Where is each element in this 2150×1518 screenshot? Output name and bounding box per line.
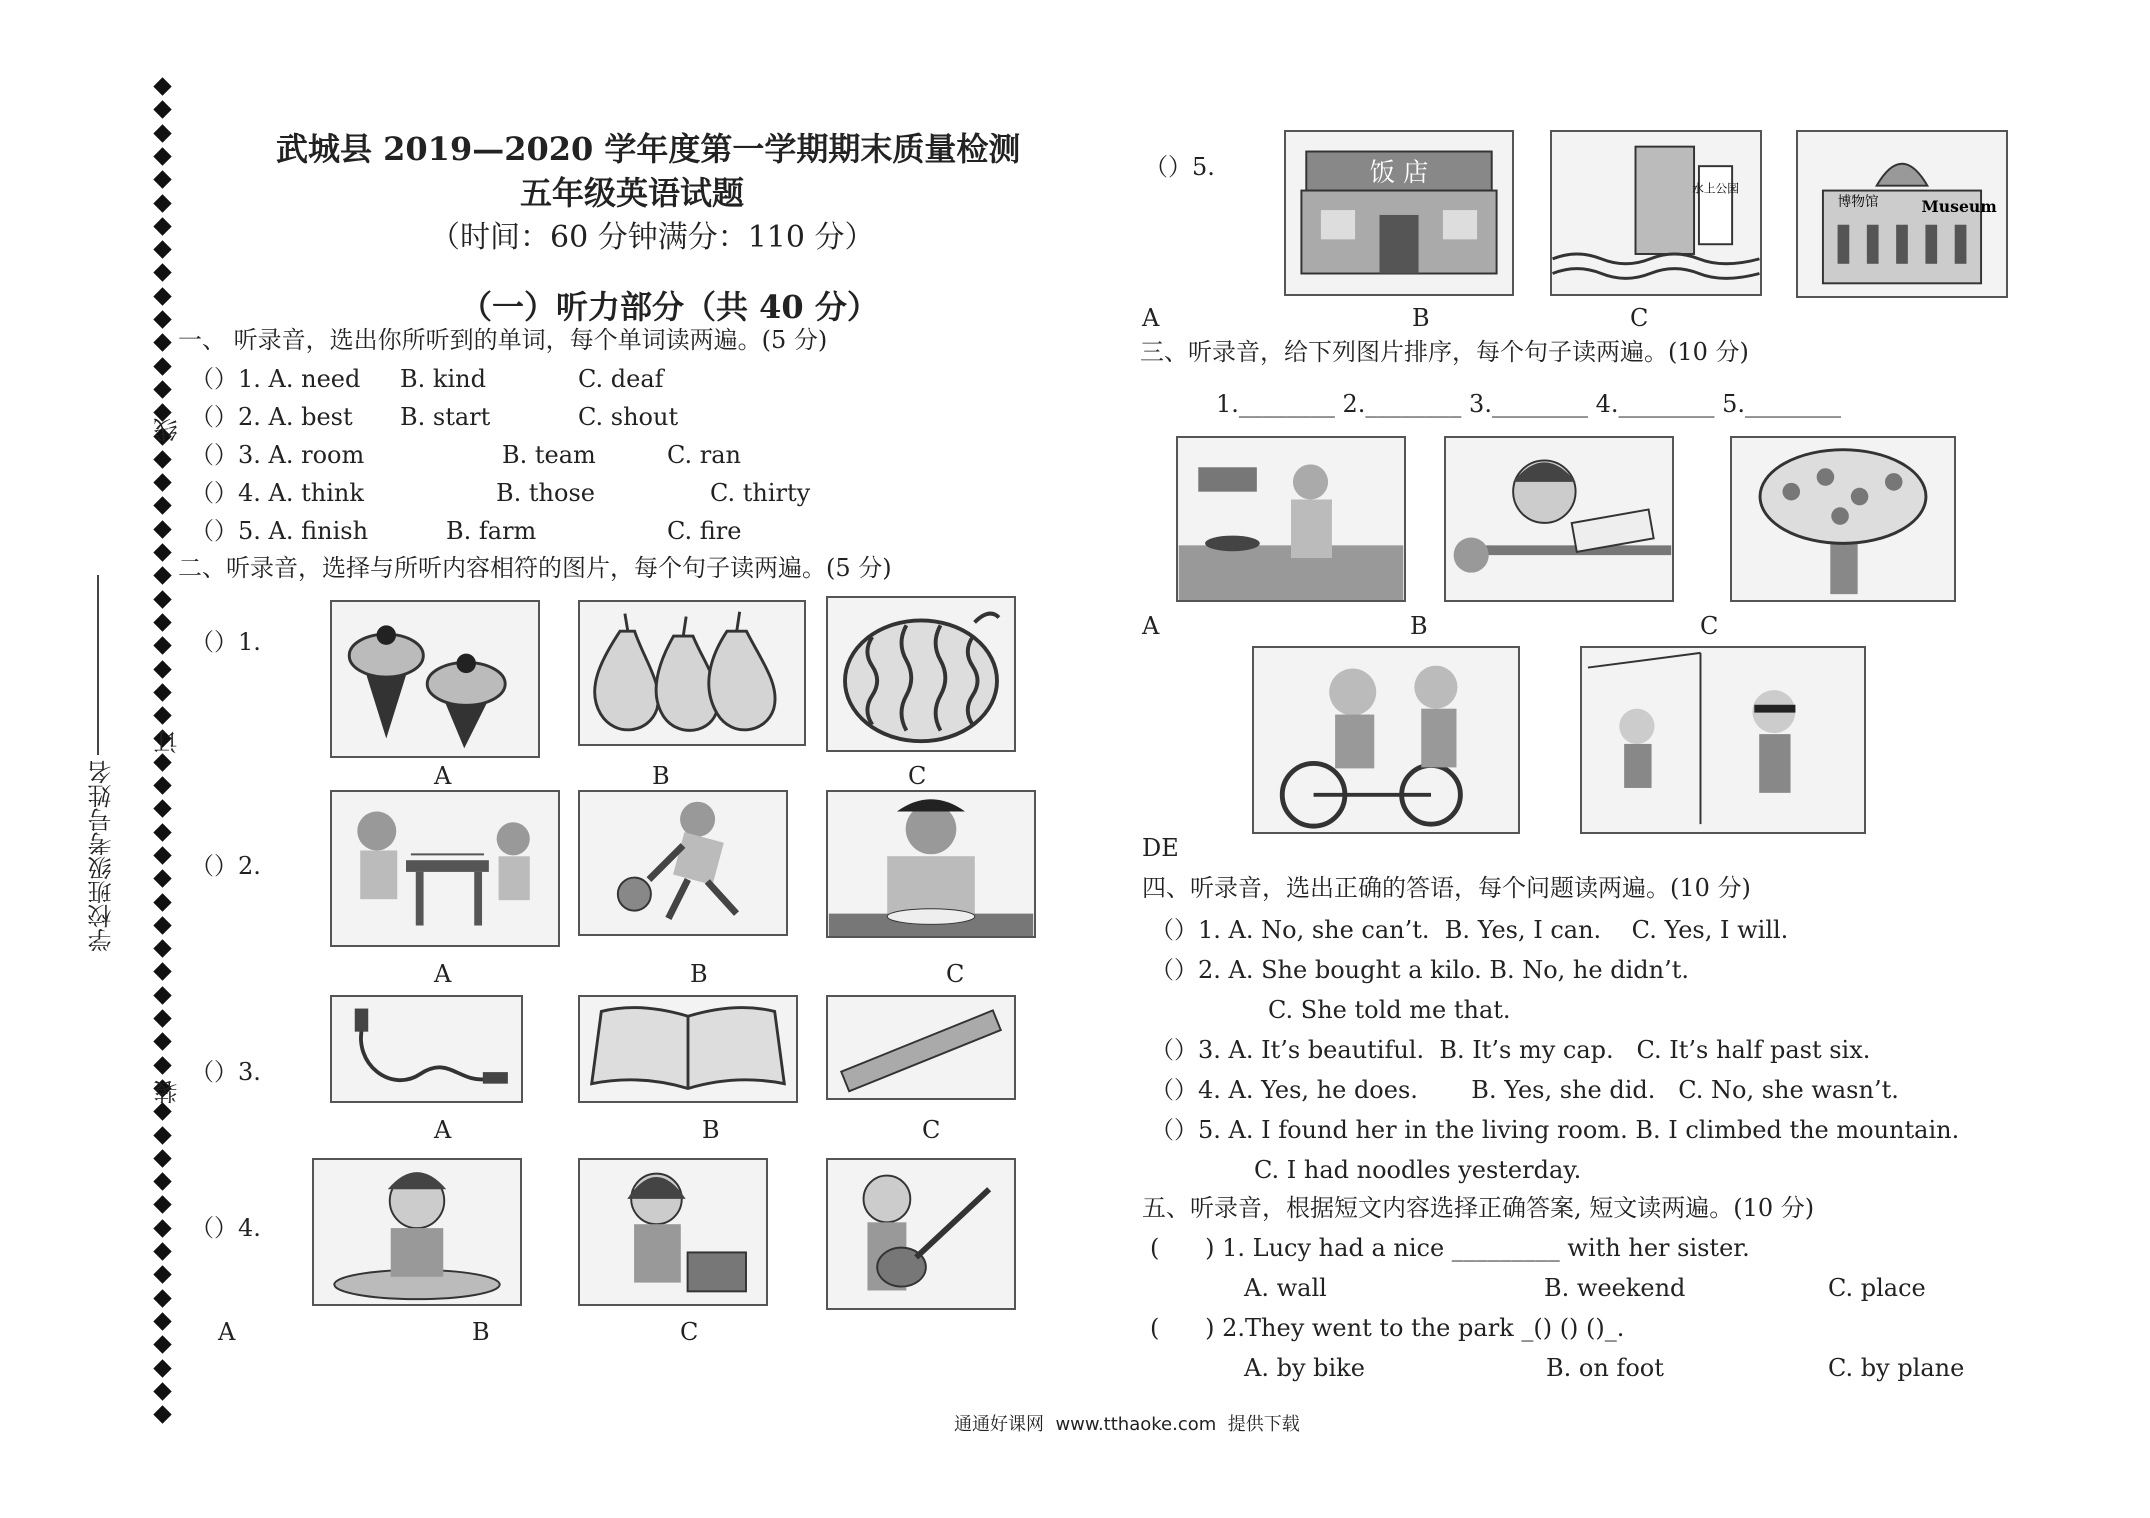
boy-drawing-picture — [1444, 436, 1674, 602]
binding-diamond — [153, 1102, 171, 1120]
listening-section-title: （一）听力部分（共 40 分） — [460, 288, 879, 326]
part1-item-1 — [190, 367, 360, 391]
playing-chess-picture — [330, 790, 560, 947]
part3-label-de: DE — [1142, 834, 1179, 862]
playing-basketball-picture — [578, 790, 788, 936]
part4-q5: （）5. A. I found her in the living room. B. I climbed the mountain. — [1150, 1116, 1960, 1144]
part5-q1-option-a: A. wall — [1244, 1274, 1327, 1302]
binding-diamond — [153, 590, 171, 608]
part3-answer-blanks: 1.________ 2.________ 3.________ 4.________ 5.________ — [1216, 390, 1842, 418]
part2-q1-label-b: B — [652, 762, 670, 790]
part2-q3-label-b: B — [702, 1116, 720, 1144]
ice-cream-picture — [330, 600, 540, 758]
binding-diamond — [153, 1172, 171, 1190]
part1-heading: 一、 听录音，选出你所听到的单词，每个单词读两遍。(5 分) — [178, 326, 828, 354]
binding-diamond — [153, 543, 171, 561]
binding-diamond — [153, 660, 171, 678]
museum-picture — [1796, 130, 2008, 298]
part2-q5-label-b: B — [1412, 304, 1430, 332]
exam-title: 武城县 2019—2020 学年度第一学期期末质量检测 — [276, 130, 1021, 168]
binding-diamond — [153, 147, 171, 165]
binding-diamond — [153, 101, 171, 119]
binding-diamond — [153, 450, 171, 468]
binding-diamond — [153, 194, 171, 212]
binding-diamond — [153, 310, 171, 328]
binding-diamond — [153, 1382, 171, 1400]
ruler-picture — [826, 995, 1016, 1100]
binding-diamond — [153, 240, 171, 258]
restaurant-sign: 饭 店 — [1369, 156, 1429, 187]
water-park-sign: 水上公园 — [1692, 181, 1739, 196]
museum-cn-sign: 博物馆 — [1837, 194, 1879, 211]
part4-q4: （）4. A. Yes, he does. B. Yes, she did. C. No, she wasn’t. — [1150, 1076, 1899, 1104]
part5-q1-option-b: B. weekend — [1544, 1274, 1686, 1302]
girl-playing-pipa-picture — [826, 1158, 1016, 1310]
part1-item-4-b: B. those — [496, 479, 595, 507]
binding-diamond — [153, 567, 171, 585]
part4-q2-option-c: C. She told me that. — [1268, 996, 1511, 1024]
part3-label-b: B — [1410, 612, 1428, 640]
part4-q2: （）2. A. She bought a kilo. B. No, he didn’t. — [1150, 956, 1689, 984]
part1-item-2: （）2. A. best — [190, 403, 353, 431]
binding-diamond — [153, 217, 171, 235]
binding-diamond — [153, 869, 171, 887]
part1-item-5: （）5. A. finish — [190, 517, 369, 545]
part2-q4-label-b: B — [472, 1318, 490, 1346]
binding-diamond — [153, 1266, 171, 1284]
binding-diamond — [153, 963, 171, 981]
part2-q2-label-a: A — [434, 960, 452, 988]
binding-diamond — [153, 1335, 171, 1353]
part2-q4-label-c: C — [680, 1318, 699, 1346]
part4-q5-option-c: C. I had noodles yesterday. — [1254, 1156, 1582, 1184]
binding-diamond — [153, 1312, 171, 1330]
binding-diamond — [153, 823, 171, 841]
exam-time-info: （时间：60 分钟满分：110 分） — [430, 220, 875, 255]
part1-item-1-b: B. kind — [400, 365, 486, 393]
part2-q5-label-c: C — [1630, 304, 1649, 332]
part2-q1-label-c: C — [908, 762, 927, 790]
part2-q2-number: （）2. — [190, 852, 261, 880]
part2-q3-number: （）3. — [190, 1058, 261, 1086]
binding-diamond — [153, 334, 171, 352]
binding-line-char: 线 — [154, 418, 182, 442]
man-cooking-picture — [1176, 436, 1406, 602]
boys-riding-bike-picture — [1252, 646, 1520, 834]
part3-heading: 三、听录音，给下列图片排序，每个句子读两遍。(10 分) — [1140, 338, 1749, 366]
part2-q3-label-c: C — [922, 1116, 941, 1144]
binding-diamond — [153, 800, 171, 818]
binding-diamond — [153, 357, 171, 375]
part1-item-3-b: B. team — [502, 441, 596, 469]
binding-diamond — [153, 264, 171, 282]
part4-q1: （）1. A. No, she can’t. B. Yes, I can. C. Yes, I will. — [1150, 916, 1789, 944]
binding-diamond — [153, 893, 171, 911]
binding-diamond — [153, 986, 171, 1004]
part2-q1-label-a: A — [434, 762, 452, 790]
part1-item-3-c: C. ran — [667, 441, 742, 469]
binding-diamond — [153, 1196, 171, 1214]
apple-tree-picture — [1730, 436, 1956, 602]
binding-diamond — [153, 1289, 171, 1307]
student-info-line — [97, 575, 99, 755]
part1-item-1-c: C. deaf — [578, 365, 664, 393]
part5-q2-option-a: A. by bike — [1244, 1354, 1365, 1382]
part5-q2-option-c: C. by plane — [1828, 1354, 1965, 1382]
eating-picture — [826, 790, 1036, 938]
restaurant-picture — [1284, 130, 1514, 296]
part2-q2-label-c: C — [946, 960, 965, 988]
part2-q1-number: （）1. — [190, 628, 261, 656]
part2-heading: 二、听录音，选择与所听内容相符的图片，每个句子读两遍。(5 分) — [178, 554, 892, 582]
binding-diamond — [153, 520, 171, 538]
binding-diamond — [153, 1359, 171, 1377]
binding-diamond — [153, 753, 171, 771]
part2-q5-label-a: A — [1142, 304, 1160, 332]
part2-q3-label-a: A — [434, 1116, 452, 1144]
part1-item-5-b: B. farm — [446, 517, 537, 545]
student-info-label: 学校班级考号姓名 — [88, 760, 116, 952]
binding-diamond — [153, 1009, 171, 1027]
part1-item-4-c: C. thirty — [710, 479, 811, 507]
jump-rope-picture — [330, 995, 523, 1103]
binding-diamond — [153, 287, 171, 305]
watermelon-picture — [826, 596, 1016, 752]
girl-washing-picture — [312, 1158, 522, 1306]
binding-diamond — [153, 916, 171, 934]
part5-heading: 五、听录音，根据短文内容选择正确答案, 短文读两遍。(10 分) — [1142, 1194, 1815, 1222]
part1-item-3: （）3. A. room — [190, 441, 365, 469]
part2-q4-label-a: A — [218, 1318, 236, 1346]
part5-q1-option-c: C. place — [1828, 1274, 1926, 1302]
binding-diamond — [153, 473, 171, 491]
part4-heading: 四、听录音，选出正确的答语，每个问题读两遍。(10 分) — [1142, 874, 1751, 902]
part1-item-5-c: C. fire — [667, 517, 742, 545]
binding-diamond — [153, 613, 171, 631]
part1-item-2-b: B. start — [400, 403, 491, 431]
museum-en-sign: Museum — [1921, 197, 1997, 217]
part2-q4-number: （）4. — [190, 1214, 261, 1242]
footer-credit: 通通好课网 www.tthaoke.com 提供下载 — [954, 1414, 1300, 1435]
binding-diamond — [153, 1219, 171, 1237]
exam-subtitle: 五年级英语试题 — [520, 174, 745, 212]
binding-diamond — [153, 380, 171, 398]
pears-picture — [578, 600, 806, 746]
binding-diamond — [153, 1126, 171, 1144]
binding-diamond — [153, 1033, 171, 1051]
binding-diamond — [153, 636, 171, 654]
binding-diamond — [153, 1405, 171, 1423]
binding-diamond — [153, 124, 171, 142]
kids-playing-picture — [1580, 646, 1866, 834]
water-park-picture — [1550, 130, 1762, 296]
part2-q5-number: （）5. — [1144, 153, 1215, 181]
binding-diamond — [153, 77, 171, 95]
binding-diamond — [153, 939, 171, 957]
book-picture — [578, 995, 798, 1103]
part1-item-4: （）4. A. think — [190, 479, 364, 507]
binding-diamond — [153, 846, 171, 864]
part5-q2-option-b: B. on foot — [1546, 1354, 1664, 1382]
binding-diamond — [153, 1056, 171, 1074]
part3-label-a: A — [1142, 612, 1160, 640]
part2-q2-label-b: B — [690, 960, 708, 988]
binding-diamond — [153, 170, 171, 188]
binding-diamond — [153, 776, 171, 794]
binding-diamond — [153, 683, 171, 701]
binding-diamond — [153, 706, 171, 724]
binding-diamond — [153, 1242, 171, 1260]
part5-q2: ( ) 2.They went to the park _() () ()_. — [1150, 1314, 1625, 1342]
binding-diamond — [153, 497, 171, 515]
binding-ding-char: 订 — [154, 730, 182, 754]
part3-label-c: C — [1700, 612, 1719, 640]
binding-diamond — [153, 1149, 171, 1167]
binding-zhuang-char: 装 — [154, 1080, 182, 1104]
part1-item-2-c: C. shout — [578, 403, 679, 431]
item-choice-a: （）1. A. need — [190, 365, 361, 393]
part5-q1: ( ) 1. Lucy had a nice _________ with her sister. — [1150, 1234, 1750, 1262]
girl-on-phone-picture — [578, 1158, 768, 1306]
part4-q3: （）3. A. It’s beautiful. B. It’s my cap. C. It’s half past six. — [1150, 1036, 1871, 1064]
